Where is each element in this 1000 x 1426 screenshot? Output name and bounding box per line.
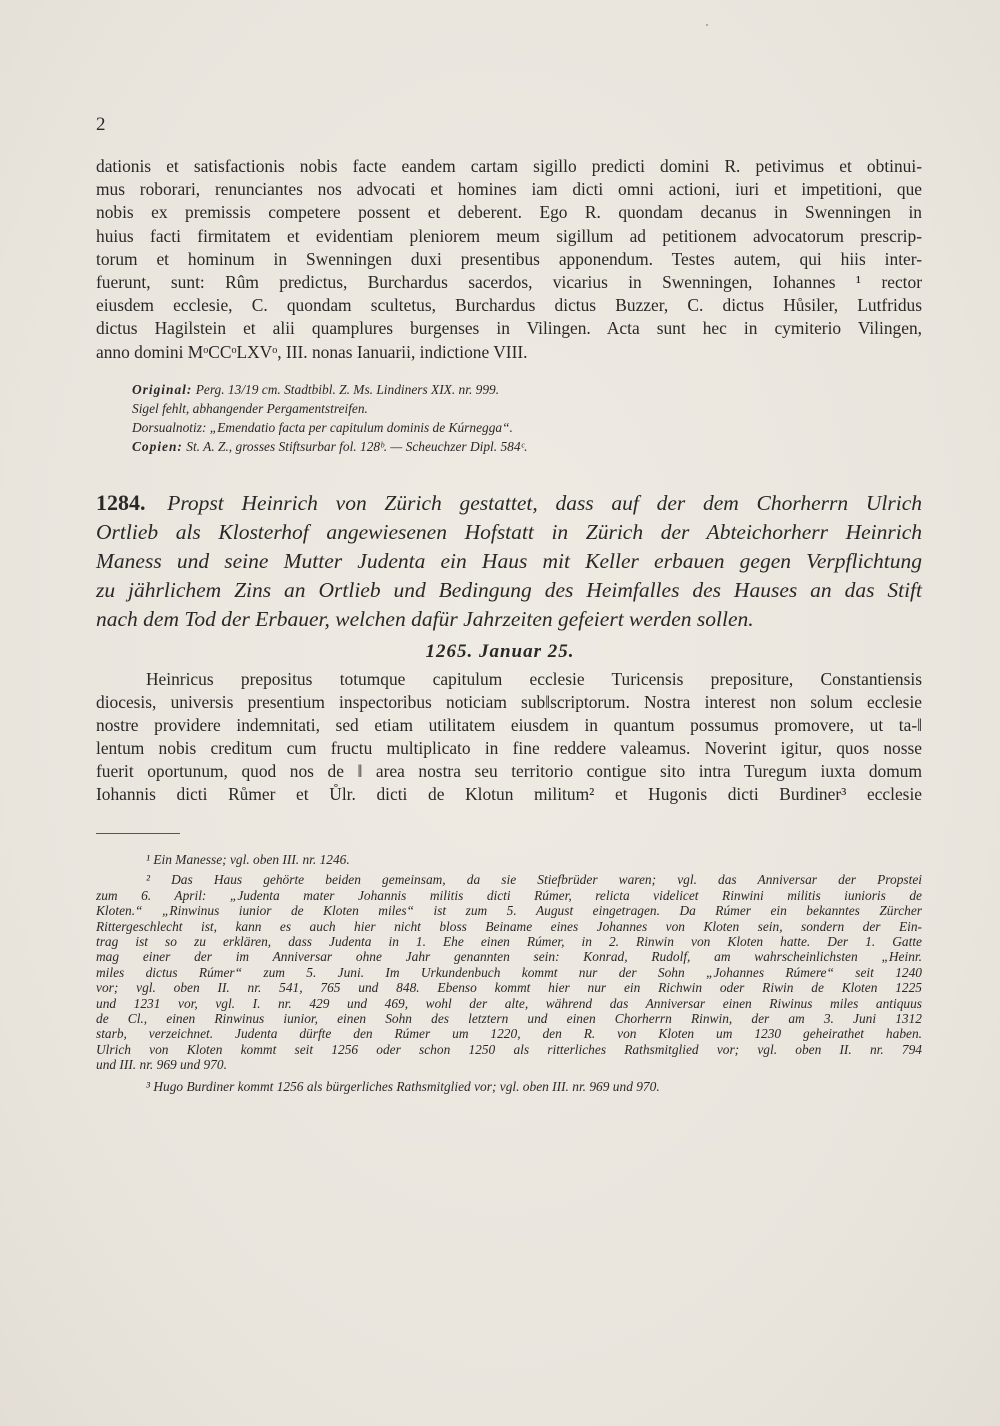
document-rubric [96,488,922,634]
copien-note [132,437,732,456]
footnote-2-line: vor; vgl. oben II. nr. 541, 765 und 848. Ebenso kommt hier nur ein Richwin oder Riwin de Kloten 1225 [96,980,922,996]
rubric-line [96,488,922,518]
original-note [132,380,732,399]
footnotes [96,852,922,1094]
charter-text [96,668,922,806]
text-line: huius facti firmitatem et evidentiam pleniorem meum sigillum ad petitionem advocatorum prescrip- [96,225,922,246]
footnote-1: ¹ Ein Manesse; vgl. oben III. nr. 1246. [146,852,350,867]
footnote-2-line: Rittergeschlecht ist, kann es auch hier nicht bloss Beiname eines Johannes von Kloten sein, sondern der Ein- [96,918,922,934]
rubric-line: nach dem Tod der Erbauer, welchen dafür Jahrzeiten gefeiert werden sollen. [96,607,754,631]
footnote-2-line: und III. nr. 969 und 970. [96,1057,227,1073]
text-line: eiusdem ecclesie, C. quondam scultetus, Burchardus dictus Buzzer, C. dictus Hůsiler, Lutfridus [96,295,922,316]
text-line: nobis ex premissis competere possent et deberent. Ego R. quondam decanus in Swenningen in [96,202,922,223]
text-line: fuerunt, sunt: Rûm predictus, Burchardus sacerdos, vicarius in Swenningen, Iohannes ¹ rector [96,272,922,293]
text-line: mus roborari, renunciantes nos advocati et homines iam dicti omni actioni, iuri et impetitioni, que [96,179,922,200]
footnote-2-line: de Cl., einen Rinwinus iunior, einen Sohn des letztern und einen Chorherrn Rinwin, der am 3. Juni 1312 [96,1011,922,1027]
footnote-2-line: zum 6. April: „Judenta mater Johannis militis dicti Rúmer, relicta videlicet Rinwini militis iunioris de [96,887,922,903]
original-text: Perg. 13/19 cm. Stadtbibl. Z. Ms. Lindiners XIX. nr. 999. [195,382,500,397]
text-line: torum et hominum in Swenningen duxi presentibus apponendum. Testes autem, qui hiis inter- [96,248,922,269]
footnote-rule [96,833,180,834]
text-line: diocesis, universis presentium inspectoribus noticiam sub‖scriptorum. Nostra interest non solum ecclesie [96,692,922,712]
text-line: dictus Hagilstein et alii quamplures burgenses in Vilingen. Acta sunt hec in cymiterio Vilingen, [96,318,922,339]
text-line: Iohannis dicti Růmer et Ůlr. dicti de Klotun militum² et Hugonis dicti Burdiner³ ecclesie [96,784,922,804]
rubric-line: Maness und seine Mutter Judenta ein Haus mit Keller erbauen gegen Verpflichtung [96,549,922,573]
footnote-2-line: und 1231 vor, vgl. I. nr. 429 und 469, wohl der alte, während das Anniversar einen Riwinus miles antiquus [96,995,922,1011]
footnote-2-line: starb, verzeichnet. Judenta dürfte den Rúmer um 1220, den R. von Kloten um 1230 geheirathet haben. [96,1026,922,1042]
rubric-line: Ortlieb als Klosterhof angewiesenen Hofstatt in Zürich der Abteichorherr Heinrich [96,520,922,544]
copien-text: St. A. Z., grosses Stiftsurbar fol. 128ᵇ. — Scheuchzer Dipl. 584ᶜ. [186,439,528,454]
dorsual-label: Dorsualnotiz: [132,420,207,435]
footnote-2-line: Ulrich von Kloten kommt seit 1256 oder schon 1250 als ritterliches Rathsmitglied vor; vgl. oben II. nr. 794 [96,1041,922,1057]
text-line: dationis et satisfactionis nobis facte eandem cartam sigillo predicti domini R. petivimus et obtinui- [96,156,922,176]
document-date: 1265. Januar 25. [425,641,575,662]
footnote-2-line: ² Das Haus gehörte beiden gemeinsam, da sie Stiefbrüder waren; vgl. das Anniversar der Propstei [146,872,922,888]
footnote-3: ³ Hugo Burdiner kommt 1256 als bürgerliches Rathsmitglied vor; vgl. oben III. nr. 969 und 970. [146,1078,660,1094]
document-number: 1284. [96,490,146,515]
text-line: Heinricus prepositus totumque capitulum ecclesie Turicensis prepositure, Constantiensis [146,669,922,689]
footnote-2-line: miles dictus Rúmer“ zum 5. Juni. Im Urkundenbuch kommt nur der Sohn „Johannes Rúmere“ seit 1240 [96,964,922,980]
paper-speck [706,24,708,26]
copien-label: Copien: [132,439,183,454]
dorsual-text: „Emendatio facta per capitulum dominis de Kúrnegga“. [209,420,513,435]
page-number: 2 [96,114,106,135]
text-line: anno domini MᵒCCᵒLXVᵒ, III. nonas Ianuarii, indictione VIII. [96,341,528,362]
source-notes [132,380,732,456]
footnote-2-line: Kloten.“ „Rinwinus iunior de Kloten miles“ ist zum 5. August eingetragen. Da Rúmer ein bekanntes Zürcher [96,903,922,919]
original-label: Original: [132,382,193,397]
footnote-2-line: trag ist so zu erklären, dass Judenta in 1. Ehe einen Rúmer, in 2. Rinwin von Kloten hatte. Der 1. Gatte [96,934,922,950]
rubric-text: Propst Heinrich von Zürich gestattet, dass auf der dem Chorherrn Ulrich [167,491,922,515]
sigel-note: Sigel fehlt, abhangender Pergamentstreifen. [132,401,368,416]
rubric-line: zu jährlichem Zins an Ortlieb und Bedingung des Heimfalles des Hauses an das Stift [96,578,922,602]
continued-charter-text [96,155,922,364]
footnote-2-line: mag einer der im Anniversar ohne Jahr genannten sein: Konrad, Rudolf, am wahrscheinlichsten „Heinr. [96,949,922,965]
text-line: fuerit oportunum, quod nos de ‖ area nostra seu territorio contigue sito intra Turegum iuxta domum [96,761,922,781]
text-line: lentum nobis creditum cum fructu multiplicato in fine reddere valeamus. Noverint igitur, quos nosse [96,738,922,758]
dorsual-note [132,418,732,437]
text-line: nostre providere indemnitati, sed etiam utilitatem eiusdem in quantum possumus promovere, ut ta-‖ [96,715,922,735]
